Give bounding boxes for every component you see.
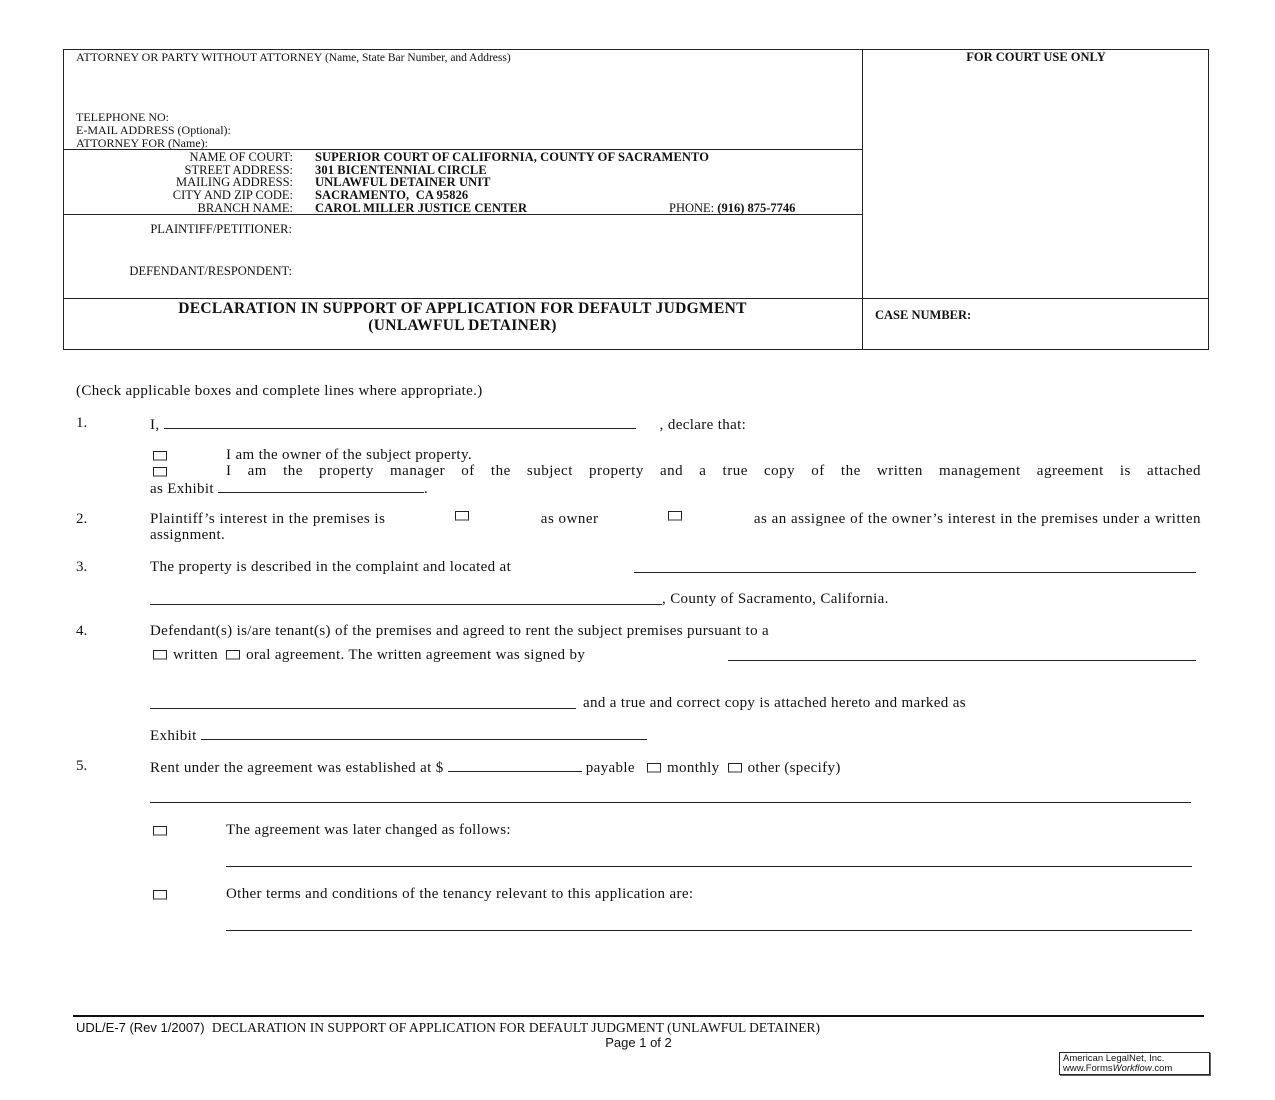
- court-use-only-label: FOR COURT USE ONLY: [966, 50, 1106, 64]
- property-address-field-1[interactable]: [634, 559, 1196, 573]
- divider: [63, 298, 1209, 299]
- property-manager-checkbox[interactable]: [153, 467, 167, 477]
- footer-form-line: [76, 1020, 820, 1035]
- rent-label: Rent under the agreement was established at $: [150, 760, 444, 776]
- publisher-name: American LegalNet, Inc.: [1063, 1053, 1165, 1064]
- court-phone: [669, 202, 795, 215]
- attorney-section-label: [76, 51, 511, 65]
- agreement-exhibit-field[interactable]: [201, 726, 647, 740]
- item-4-text: Defendant(s) is/are tenant(s) of the premises and agreed to rent the subject premises pursuant to a: [150, 623, 770, 639]
- form-title-line2: (UNLAWFUL DETAINER): [368, 317, 557, 334]
- monthly-checkbox[interactable]: [647, 763, 661, 773]
- form-id: UDL/E-7 (Rev 1/2007): [76, 1020, 205, 1035]
- branch-name-value: CAROL MILLER JUSTICE CENTER: [315, 201, 528, 215]
- property-address-field-2[interactable]: [150, 591, 662, 605]
- instructions: (Check applicable boxes and complete lines where appropriate.): [76, 383, 483, 399]
- item-5-number: 5.: [76, 758, 88, 774]
- exhibit-prefix: Exhibit: [150, 728, 197, 744]
- property-manager-option-label: I am the property manager of the subject property and a true copy of the written management agreement is attached: [226, 463, 1201, 479]
- url-part: Workflow: [1112, 1063, 1152, 1074]
- other-terms-label: Other terms and conditions of the tenancy relevant to this application are:: [226, 886, 694, 902]
- item-1-number: 1.: [76, 415, 88, 431]
- attorney-label: ATTORNEY OR PARTY WITHOUT ATTORNEY: [76, 50, 322, 64]
- telephone-label: TELEPHONE NO:: [76, 110, 169, 124]
- item-2-continuation: assignment.: [150, 527, 226, 543]
- exhibit-prefix: as Exhibit: [150, 481, 214, 497]
- item-2-number: 2.: [76, 511, 88, 527]
- item-4-agreement-line: [150, 647, 585, 664]
- rent-other-specify-field[interactable]: [150, 789, 1191, 803]
- plaintiff-assignee-label: as an assignee of the owner’s interest in the premises under a written: [753, 511, 1201, 527]
- oral-agreement-label: oral agreement. The written agreement was signed by: [246, 647, 586, 663]
- other-checkbox[interactable]: [728, 763, 742, 773]
- form-title-line1: DECLARATION IN SUPPORT OF APPLICATION FOR DEFAULT JUDGMENT: [178, 300, 747, 317]
- city-zip-value: SACRAMENTO, CA 95826: [315, 188, 469, 202]
- attorney-name-address-field[interactable]: [76, 65, 856, 113]
- court-phone-label: PHONE:: [669, 201, 715, 215]
- defendant-label: DEFENDANT/RESPONDENT:: [129, 264, 292, 278]
- item-4-copy-text: and a true and correct copy is attached hereto and marked as: [583, 695, 966, 711]
- agreement-changed-field[interactable]: [226, 853, 1192, 867]
- item-3-text: The property is described in the complaint and located at: [150, 559, 512, 575]
- other-terms-field[interactable]: [226, 917, 1192, 931]
- item-5-line: [150, 758, 841, 777]
- url-part: www.Forms: [1063, 1063, 1113, 1074]
- page-number: Page 1 of 2: [605, 1035, 672, 1050]
- footer-form-title: DECLARATION IN SUPPORT OF APPLICATION FOR DEFAULT JUDGMENT (UNLAWFUL DETAINER): [211, 1020, 821, 1035]
- case-number-label: CASE NUMBER:: [875, 308, 972, 322]
- street-address-label: STREET ADDRESS:: [184, 163, 293, 177]
- publisher-badge: [1059, 1052, 1210, 1075]
- defendant-field[interactable]: [300, 262, 855, 282]
- item-4-exhibit-line: [150, 726, 647, 745]
- publisher-url: [1063, 1064, 1206, 1074]
- payable-label: payable: [585, 760, 635, 776]
- plaintiff-owner-checkbox[interactable]: [455, 511, 469, 521]
- item-4-number: 4.: [76, 623, 88, 639]
- item-1-prefix: I,: [150, 417, 160, 433]
- divider: [862, 49, 863, 350]
- written-agreement-checkbox[interactable]: [153, 650, 167, 660]
- item-1-suffix: , declare that:: [659, 417, 747, 433]
- street-address-value: 301 BICENTENNIAL CIRCLE: [315, 163, 487, 177]
- item-2-line: [150, 511, 1201, 528]
- other-terms-checkbox[interactable]: [153, 890, 167, 900]
- branch-name-label: BRANCH NAME:: [197, 201, 293, 215]
- item-2-text: Plaintiff’s interest in the premises is: [150, 511, 386, 527]
- url-part: .com: [1151, 1063, 1173, 1074]
- oral-agreement-checkbox[interactable]: [226, 650, 240, 660]
- mailing-address-value: UNLAWFUL DETAINER UNIT: [315, 175, 491, 189]
- manager-exhibit-field[interactable]: [218, 479, 424, 493]
- city-zip-label: CITY AND ZIP CODE:: [172, 188, 293, 202]
- attorney-label-note: (Name, State Bar Number, and Address): [324, 52, 511, 64]
- other-specify-label: other (specify): [747, 760, 841, 776]
- mailing-address-label: MAILING ADDRESS:: [175, 175, 293, 189]
- agreement-signed-by-field-2[interactable]: [150, 695, 576, 709]
- plaintiff-label: PLAINTIFF/PETITIONER:: [150, 222, 292, 236]
- exhibit-suffix: .: [424, 481, 429, 497]
- attorney-for-label: ATTORNEY FOR (Name):: [76, 136, 208, 150]
- monthly-label: monthly: [667, 760, 720, 776]
- court-phone-value: (916) 875-7746: [717, 201, 796, 215]
- declarant-name-field[interactable]: [164, 415, 636, 429]
- agreement-signed-by-field-1[interactable]: [728, 647, 1196, 661]
- plaintiff-field[interactable]: [300, 220, 855, 240]
- court-name-value: SUPERIOR COURT OF CALIFORNIA, COUNTY OF SACRAMENTO: [315, 150, 710, 164]
- rent-amount-field[interactable]: [448, 758, 582, 772]
- agreement-changed-checkbox[interactable]: [153, 826, 167, 836]
- item-1-line: [150, 415, 746, 434]
- email-label: E-MAIL ADDRESS (Optional):: [76, 123, 231, 137]
- manager-exhibit-line: [150, 479, 428, 498]
- agreement-changed-label: The agreement was later changed as follows:: [226, 822, 511, 838]
- court-name-label: NAME OF COURT:: [189, 150, 293, 164]
- case-number-field[interactable]: [1010, 305, 1200, 325]
- footer-rule: [73, 1015, 1204, 1017]
- item-3-number: 3.: [76, 559, 88, 575]
- written-agreement-label: written: [173, 647, 218, 663]
- item-3-suffix: , County of Sacramento, California.: [662, 591, 889, 607]
- plaintiff-assignee-checkbox[interactable]: [668, 511, 682, 521]
- owner-checkbox[interactable]: [153, 451, 167, 461]
- owner-option-label: I am the owner of the subject property.: [226, 447, 472, 463]
- plaintiff-owner-label: as owner: [540, 511, 599, 527]
